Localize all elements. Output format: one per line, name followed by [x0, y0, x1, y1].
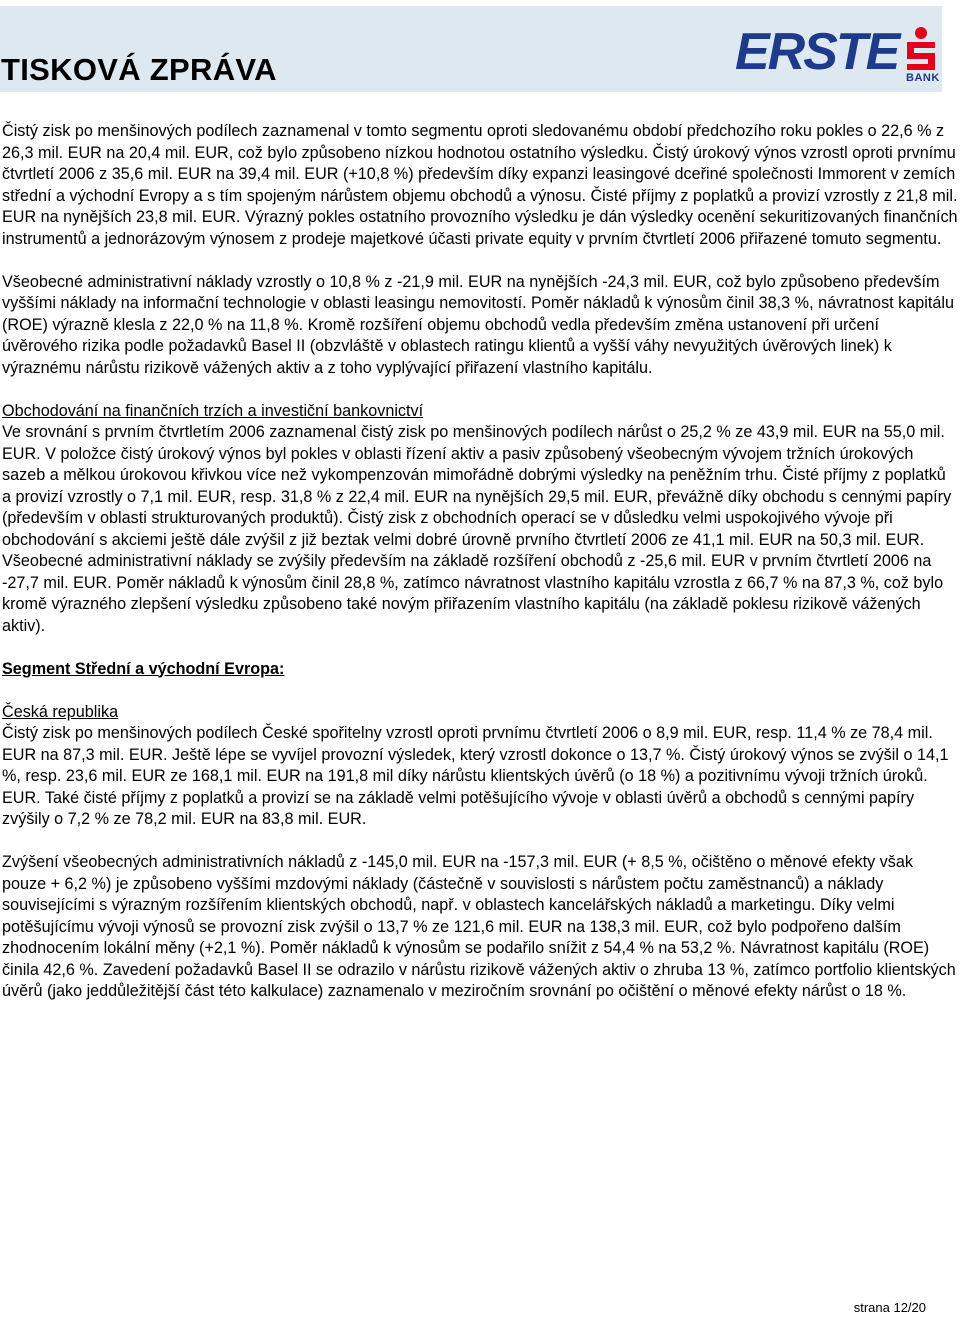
paragraph: Čistý zisk po menšinových podílech zaznamenal v tomto segmentu oproti sledovanému období předchozího roku pokles o 22,6 % z 26,3 mil. EUR na 20,4 mil. EUR, což bylo způsobeno nízkou hodnotou ostatního výsledku. Čistý úrokový výnos vzrostl oproti prvnímu čtvrtletí 2006 z 35,6 mil. EUR na 39,4 mil. EUR (+10,8 %) především díky expanzi leasingové dceřiné společnosti Immorent v zemích střední a východní Evropy a s tím spojeným nárůstem objemu obchodů a výnosu. Čisté příjmy z poplatků a provizí vzrostly z 21,8 mil. EUR na nynějších 23,8 mil. EUR. Výrazný pokles ostatního provozního výsledku je dán výsledky ocenění sekuritizovaných finančních instrumentů a jednorázovým výnosem z prodeje majetkové účasti private equity v prvním čtvrtletí 2006 přiřazené tomuto segmentu. [2, 122, 958, 248]
document-title: TISKOVÁ ZPRÁVA [1, 52, 277, 87]
document-body [2, 121, 958, 1003]
segment-heading: Segment Střední a východní Evropa: [2, 659, 285, 678]
section-heading: Obchodování na finančních trzích a investiční bankovnictví [2, 401, 424, 420]
country-heading: Česká republika [2, 702, 119, 721]
paragraph: Čistý zisk po menšinových podílech České spořitelny vzrostl oproti prvnímu čtvrtletí 2006 o 8,9 mil. EUR, resp. 11,4 % ze 78,4 mil. EUR na 87,3 mil. EUR. Ještě lépe se vyvíjel provozní výsledek, který vzrostl dokonce o 13,7 %. Čistý úrokový výnos se zvýšil o 14,1 %, resp. 23,6 mil. EUR ze 168,1 mil. EUR na 191,8 mil díky nárůstu klientských úvěrů (o 18 %) a pozitivnímu vývoji tržních úroků. EUR. Také čisté příjmy z poplatků a provizí se na základě velmi potěšujícího vývoje v oblasti úvěrů a obchodů s cennými papíry zvýšily o 7,2 % ze 78,2 mil. EUR na 83,8 mil. EUR. [2, 724, 949, 828]
sparkasse-s-icon [903, 26, 939, 72]
paragraph: Zvýšení všeobecných administrativních nákladů z -145,0 mil. EUR na -157,3 mil. EUR (+ 8,5 %, očištěno o měnové efekty však pouze + 6,2 %) je způsobeno vyššími mzdovými náklady (částečně v souvislosti s nárůstem počtu zaměstnanců) a náklady souvisejícími s výrazným rozšířením klientských obchodů, např. v oblastech kancelářských nákladů a marketingu. Díky velmi potěšujícímu vývoji výnosů se provozní zisk zvýšil o 13,7 % ze 121,6 mil. EUR na 138,3 mil. EUR, což bylo podpořeno dalším zhodnocením lokální měny (+2,1 %). Poměr nákladů k výnosům se podařilo snížit z 54,4 % na 53,2 %. Návratnost kapitálu (ROE) činila 42,6 %. Zavedení požadavků Basel II se odrazilo v nárůstu rizikově vážených aktiv o zhruba 13 %, zatímco portfolio klientských úvěrů (jako jeddůležitější část této kalkulace) zaznamenalo v meziročním srovnání po očištění o měnové efekty nárůst o 18 %. [2, 853, 956, 1000]
page-number: strana 12/20 [853, 1300, 926, 1315]
erste-bank-logo [735, 22, 940, 88]
paragraph: Ve srovnání s prvním čtvrtletím 2006 zaznamenal čistý zisk po menšinových podílech nárůst o 25,2 % ze 43,9 mil. EUR na 55,0 mil. EUR. V položce čistý úrokový výnos byl pokles v oblasti řízení aktiv a pasiv způsobený všeobecným vývojem tržních úrokových sazeb a mělkou úrokovou křivkou více než vykompenzován mimořádně dobrými výsledky na peněžním trhu. Čisté příjmy z poplatků a provizí vzrostly o 7,1 mil. EUR, resp. 31,8 % z 22,4 mil. EUR na nynějších 29,5 mil. EUR, převážně díky obchodu s cennými papíry (především v oblasti strukturovaných produktů). Čistý zisk z obchodních operací se v důsledku velmi uspokojivého vývoje při obchodování s akciemi ještě dále zvýšil z již beztak velmi dobré úrovně prvního čtvrtletí 2006 ze 41,1 mil. EUR na 50,3 mil. EUR. Všeobecné administrativní náklady se zvýšily především na základě rozšíření obchodů z -25,6 mil. EUR v prvním čtvrtletí 2006 na -27,7 mil. EUR. Poměr nákladů k výnosům činil 28,8 %, zatímco návratnost vlastního kapitálu vzrostla z 66,7 % na 87,3 %, což bylo kromě výrazného zlepšení výsledku způsobeno také novým přiřazením vlastního kapitálu (na základě poklesu rizikově vážených aktiv). [2, 423, 952, 635]
logo-wordmark: ERSTE [735, 23, 899, 81]
logo-bank-label: BANK [906, 72, 940, 84]
paragraph: Všeobecné administrativní náklady vzrostly o 10,8 % z -21,9 mil. EUR na nynějších -24,3 mil. EUR, což bylo způsobeno především vyššími náklady na informační technologie v oblasti leasingu nemovitostí. Poměr nákladů k výnosům činil 38,3 %, návratnost kapitálu (ROE) výrazně klesla z 22,0 % na 11,8 %. Kromě rozšíření objemu obchodů vedla především změna ustanovení při určení úvěrového rizika podle požadavků Basel II (obzvláště v oblastech ratingu klientů a vyšší váhy nevyužitých úvěrových linek) k výraznému nárůstu rizikově vážených aktiv a z toho vyplývající přiřazení vlastního kapitálu. [2, 272, 954, 377]
